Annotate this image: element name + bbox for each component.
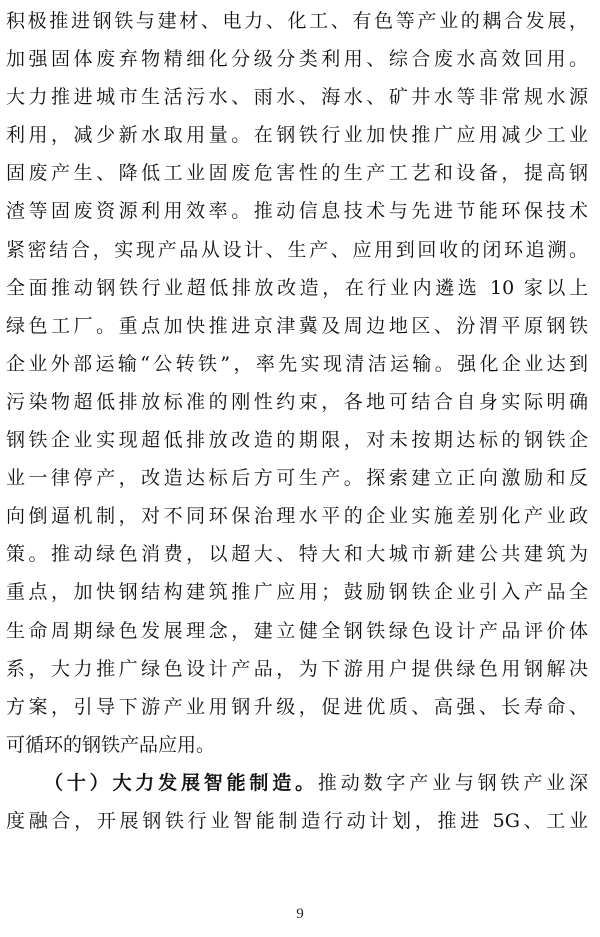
text-line: 污染物超低排放标准的刚性约束，各地可结合自身实际明确: [6, 390, 588, 413]
text-line: 度融合，开展钢铁行业智能制造行动计划，推进 5G、工业: [6, 809, 588, 832]
section-10-first-line: [6, 764, 588, 802]
body-text: [6, 2, 588, 840]
text-line: 向倒逼机制，对不同环保治理水平的企业实施差别化产业政: [6, 505, 588, 528]
text-line: 可循环的钢铁产品应用。: [6, 733, 216, 756]
text-line: 绿色工厂。重点加快推进京津冀及周边地区、汾渭平原钢铁: [6, 314, 588, 337]
text-line: 系，大力推广绿色设计产品，为下游用户提供绿色用钢解决: [6, 657, 588, 680]
text-line: 渣等固废资源利用效率。推动信息技术与先进节能环保技术: [6, 200, 588, 223]
text-line: 大力推进城市生活污水、雨水、海水、矿井水等非常规水源: [6, 86, 588, 109]
text-line: 策。推动绿色消费，以超大、特大和大城市新建公共建筑为: [6, 543, 588, 566]
page-number: 9: [296, 906, 304, 922]
text-line: 钢铁企业实现超低排放改造的期限，对未按期达标的钢铁企: [6, 429, 588, 452]
text-line: 业一律停产，改造达标后方可生产。探索建立正向激励和反: [6, 467, 588, 490]
section-10-text: 推动数字产业与钢铁产业深: [317, 771, 588, 794]
text-line: 全面推动钢铁行业超低排放改造，在行业内遴选 10 家以上: [6, 276, 588, 299]
text-line: 加强固体废弃物精细化分级分类利用、综合废水高效回用。: [6, 48, 588, 71]
text-line: 生命周期绿色发展理念，建立健全钢铁绿色设计产品评价体: [6, 619, 588, 642]
text-line: 方案，引导下游产业用钢升级，促进优质、高强、长寿命、: [6, 695, 588, 718]
text-line: 利用，减少新水取用量。在钢铁行业加快推广应用减少工业: [6, 124, 588, 147]
text-line: 企业外部运输“公转铁”，率先实现清洁运输。强化企业达到: [6, 352, 588, 375]
text-line: 重点，加快钢结构建筑推广应用；鼓励钢铁企业引入产品全: [6, 581, 588, 604]
text-line: 固废产生、降低工业固废危害性的生产工艺和设备，提高钢: [6, 162, 588, 185]
text-line: 积极推进钢铁与建材、电力、化工、有色等产业的耦合发展，: [6, 10, 588, 32]
text-line: 紧密结合，实现产品从设计、生产、应用到回收的闭环追溯。: [6, 238, 588, 261]
section-10-heading: （十）大力发展智能制造。: [44, 771, 318, 794]
